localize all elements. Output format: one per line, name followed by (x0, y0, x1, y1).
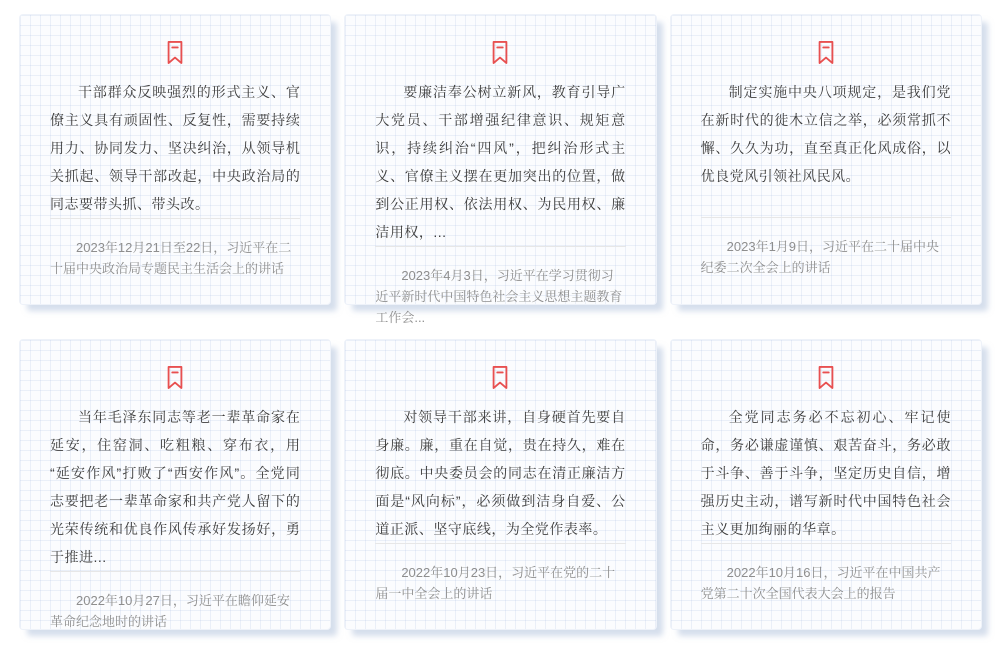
bookmark-icon (489, 364, 511, 391)
quote-text: 全党同志务必不忘初心、牢记使命，务必谦虚谨慎、艰苦奋斗，务必敢于斗争、善于斗争，坚定历史自信，增强历史主动，谱写新时代中国特色社会主义更加绚丽的华章。 (700, 409, 951, 537)
card-divider (701, 543, 951, 544)
bookmark-icon (164, 364, 186, 391)
quote-card-5[interactable] (344, 339, 656, 630)
quote-text: 当年毛泽东同志等老一辈革命家在延安，住窑洞、吃粗粮、穿布衣，用“延安作风”打败了“西安作风”。全党同志要把老一辈革命家和共产党人留下的光荣传统和优良作风传承好发扬好，勇于推进... (50, 409, 301, 565)
quote-card-1[interactable] (19, 14, 331, 305)
bookmark-icon (489, 39, 511, 66)
card-divider (375, 543, 625, 544)
card-divider (50, 571, 300, 572)
bookmark-icon (815, 364, 837, 391)
quote-card-6[interactable] (670, 339, 982, 630)
card-divider (50, 218, 300, 219)
quote-card-4[interactable] (19, 339, 331, 630)
quote-source: 2023年1月9日，习近平在二十届中央纪委二次全会上的讲话 (700, 239, 940, 275)
quote-text: 制定实施中央八项规定，是我们党在新时代的徙木立信之举，必须常抓不懈、久久为功，直至真正化风成俗，以优良党风引领社风民风。 (700, 84, 951, 184)
bookmark-icon (815, 39, 837, 66)
quote-text: 要廉洁奉公树立新风，教育引导广大党员、干部增强纪律意识、规矩意识，持续纠治“四风”，把纠治形式主义、官僚主义摆在更加突出的位置，做到公正用权、依法用权、为民用权、廉洁用权，... (375, 84, 626, 240)
quote-text: 干部群众反映强烈的形式主义、官僚主义具有顽固性、反复性，需要持续用力、协同发力、坚决纠治，从领导机关抓起、领导干部改起，中央政治局的同志要带头抓、带头改。 (50, 84, 301, 212)
quote-source: 2022年10月27日，习近平在瞻仰延安革命纪念地时的讲话 (50, 593, 290, 629)
quote-source: 2023年4月3日，习近平在学习贯彻习近平新时代中国特色社会主义思想主题教育工作会... (375, 268, 623, 325)
quote-source: 2022年10月23日，习近平在党的二十届一中全会上的讲话 (375, 565, 616, 601)
card-divider (375, 246, 625, 247)
quote-source: 2023年12月21日至22日，习近平在二十届中央政治局专题民主生活会上的讲话 (50, 240, 292, 276)
quote-card-2[interactable] (344, 14, 656, 325)
bookmark-icon (164, 39, 186, 66)
quote-card-3[interactable] (670, 14, 982, 305)
quote-source: 2022年10月16日，习近平在中国共产党第二十次全国代表大会上的报告 (700, 565, 941, 601)
quote-text: 对领导干部来讲，自身硬首先要自身廉。廉，重在自觉，贵在持久，难在彻底。中央委员会的同志在清正廉洁方面是“风向标”，必须做到洁身自爱、公道正派、坚守底线，为全党作表率。 (375, 409, 626, 537)
card-divider (701, 217, 951, 218)
